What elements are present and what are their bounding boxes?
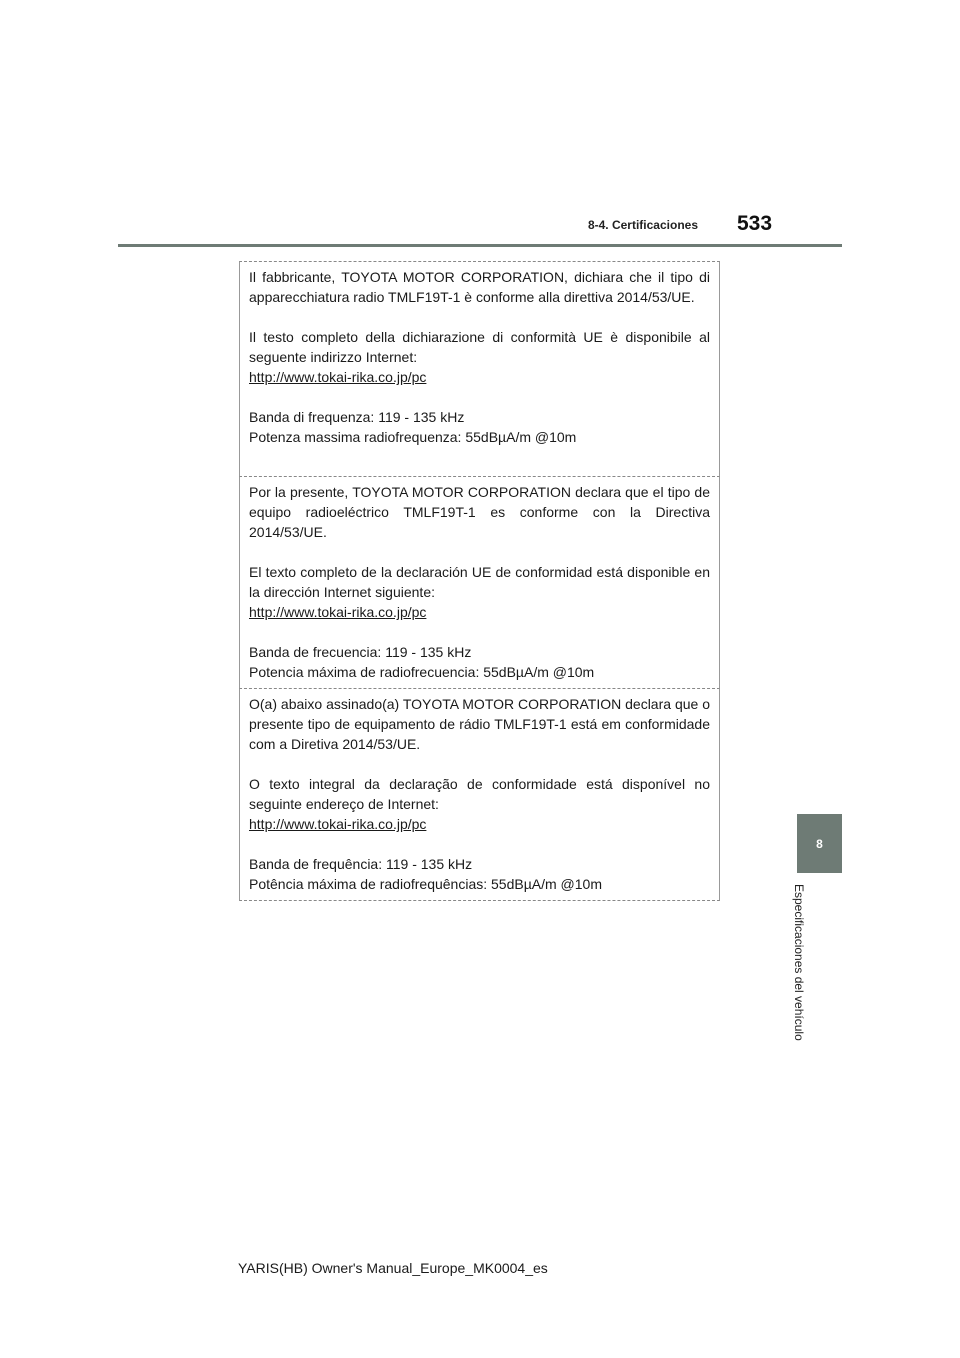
max-power-text: Potencia máxima de radiofrecuencia: 55dBµA/m @10m: [249, 664, 595, 680]
availability-text: O texto integral da declaração de conformidade está disponível no seguinte endereço de Internet:: [249, 776, 710, 812]
availability-text: Il testo completo della dichiarazione di conformità UE è disponibile al seguente indirizzo Internet:: [249, 329, 710, 365]
max-power-text: Potência máxima de radiofrequências: 55dBµA/m @10m: [249, 876, 603, 892]
declaration-text: Por la presente, TOYOTA MOTOR CORPORATION declara que el tipo de equipo radioeléctrico TMLF19T-1 es conforme con la Directiva 2014/53/UE.: [249, 484, 710, 540]
compliance-url-link[interactable]: http://www.tokai-rika.co.jp/pc: [249, 369, 427, 385]
declaration-box-spanish: [239, 476, 720, 688]
chapter-tab[interactable]: [797, 814, 842, 873]
header-section-title: 8-4. Certificaciones: [587, 218, 698, 232]
frequency-band-text: Banda de frequência: 119 - 135 kHz: [249, 856, 473, 872]
availability-text: El texto completo de la declaración UE de conformidad está disponible en la dirección Internet siguiente:: [249, 564, 710, 600]
page-number: 533: [737, 212, 773, 235]
chapter-tab-number: 8: [816, 836, 823, 851]
declaration-box-portuguese: [239, 688, 720, 901]
frequency-band-text: Banda di frequenza: 119 - 135 kHz: [249, 409, 465, 425]
declaration-text: O(a) abaixo assinado(a) TOYOTA MOTOR CORPORATION declara que o presente tipo de equipamento de rádio TMLF19T-1 está em conformidade com a Diretiva 2014/53/UE.: [249, 696, 710, 752]
compliance-url-link[interactable]: http://www.tokai-rika.co.jp/pc: [249, 816, 427, 832]
declaration-text: Il fabbricante, TOYOTA MOTOR CORPORATION, dichiara che il tipo di apparecchiatura radio TMLF19T-1 è conforme alla direttiva 2014/53/UE.: [249, 269, 710, 305]
chapter-side-label: Especificaciones del vehículo: [792, 884, 806, 1041]
footer-manual-id: YARIS(HB) Owner's Manual_Europe_MK0004_es: [238, 1260, 548, 1276]
frequency-band-text: Banda de frecuencia: 119 - 135 kHz: [249, 644, 472, 660]
header-rule: [118, 244, 842, 247]
max-power-text: Potenza massima radiofrequenza: 55dBµA/m @10m: [249, 429, 577, 445]
compliance-url-link[interactable]: http://www.tokai-rika.co.jp/pc: [249, 604, 427, 620]
declaration-box-italian: [239, 261, 720, 476]
